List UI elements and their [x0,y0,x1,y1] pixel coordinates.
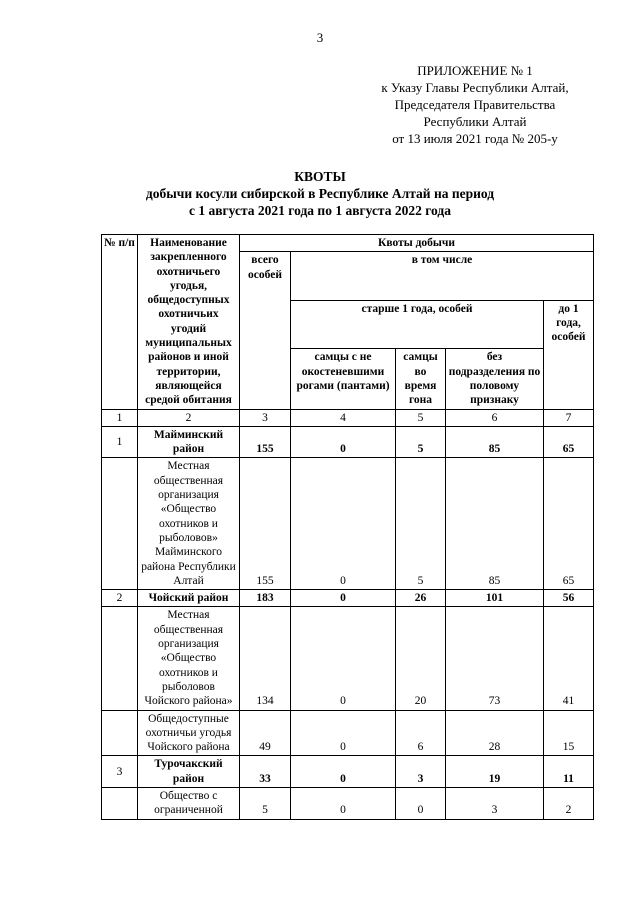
row-no-sex: 101 [446,590,544,607]
row-no-sex: 19 [446,756,544,788]
row-name: Местная общественная организация «Общество охотников и рыболовов Чойского района» [138,607,240,710]
row-males-gon: 0 [396,787,446,819]
table-row [102,458,594,590]
row-males-gon: 20 [396,607,446,710]
header-older: старше 1 года, особей [291,300,544,349]
title-heading: КВОТЫ [294,169,346,184]
row-number [102,787,138,819]
row-number [102,607,138,710]
row-males-pantami: 0 [291,607,396,710]
header-under-year: до 1 года, особей [544,300,594,409]
appendix-line: к Указу Главы Республики Алтай, [381,80,569,95]
appendix-line: Республики Алтай [423,114,527,129]
quota-table [101,234,594,820]
row-total: 33 [240,756,291,788]
appendix-date: от 13 июля 2021 года № 205-у [392,131,558,146]
district-row [102,426,594,458]
row-no-sex: 85 [446,426,544,458]
row-males-pantami: 0 [291,426,396,458]
column-number: 2 [138,409,240,426]
district-row [102,590,594,607]
header-including: в том числе [291,252,594,301]
row-number: 2 [102,590,138,607]
column-number: 5 [396,409,446,426]
row-males-gon: 5 [396,426,446,458]
table-row [102,710,594,756]
row-under-year: 65 [544,426,594,458]
row-number: 1 [102,426,138,458]
table-row [102,607,594,710]
row-no-sex: 28 [446,710,544,756]
row-no-sex: 3 [446,787,544,819]
column-number: 1 [102,409,138,426]
row-males-pantami: 0 [291,710,396,756]
district-row [102,756,594,788]
appendix-block [330,62,620,147]
row-males-pantami: 0 [291,756,396,788]
row-under-year: 65 [544,458,594,590]
row-no-sex: 73 [446,607,544,710]
row-name: Местная общественная организация «Общество охотников и рыболовов» Майминского района Республики Алтай [138,458,240,590]
appendix-title: ПРИЛОЖЕНИЕ № 1 [417,63,533,78]
row-number: 3 [102,756,138,788]
row-no-sex: 85 [446,458,544,590]
header-no-sex: без подразделения по половому признаку [446,349,544,409]
row-total: 134 [240,607,291,710]
row-total: 155 [240,426,291,458]
row-number [102,710,138,756]
row-total: 183 [240,590,291,607]
table-row [102,787,594,819]
row-name: Майминский район [138,426,240,458]
row-name: Турочакский район [138,756,240,788]
header-num: № п/п [102,235,138,410]
header-quotas: Квоты добычи [240,235,594,252]
row-under-year: 56 [544,590,594,607]
row-total: 49 [240,710,291,756]
row-under-year: 2 [544,787,594,819]
title-period: с 1 августа 2021 года по 1 августа 2022 года [189,203,451,218]
row-males-gon: 5 [396,458,446,590]
document-title [0,168,640,219]
row-males-gon: 3 [396,756,446,788]
appendix-line: Председателя Правительства [394,97,556,112]
column-number: 4 [291,409,396,426]
column-number: 3 [240,409,291,426]
row-under-year: 41 [544,607,594,710]
header-males-pantami: самцы с не окостеневшими рогами (пантами) [291,349,396,409]
column-number-row [102,409,594,426]
row-males-pantami: 0 [291,590,396,607]
header-males-gon: самцы во время гона [396,349,446,409]
row-under-year: 11 [544,756,594,788]
row-total: 5 [240,787,291,819]
title-subline: добычи косули сибирской в Республике Алтай на период [145,186,495,201]
row-males-gon: 26 [396,590,446,607]
column-number: 6 [446,409,544,426]
header-name: Наименование закрепленного охотничьего угодья, общедоступных охотничьих угодий муниципальных районов и иной территории, являющейся средой обитания [138,235,240,410]
row-name: Общедоступные охотничьи угодья Чойского района [138,710,240,756]
row-total: 155 [240,458,291,590]
column-number: 7 [544,409,594,426]
header-total: всего особей [240,252,291,409]
row-males-pantami: 0 [291,458,396,590]
row-under-year: 15 [544,710,594,756]
page-number: 3 [316,30,324,45]
row-males-pantami: 0 [291,787,396,819]
row-number [102,458,138,590]
row-males-gon: 6 [396,710,446,756]
row-name: Чойский район [138,590,240,607]
row-name: Общество с ограниченной [138,787,240,819]
